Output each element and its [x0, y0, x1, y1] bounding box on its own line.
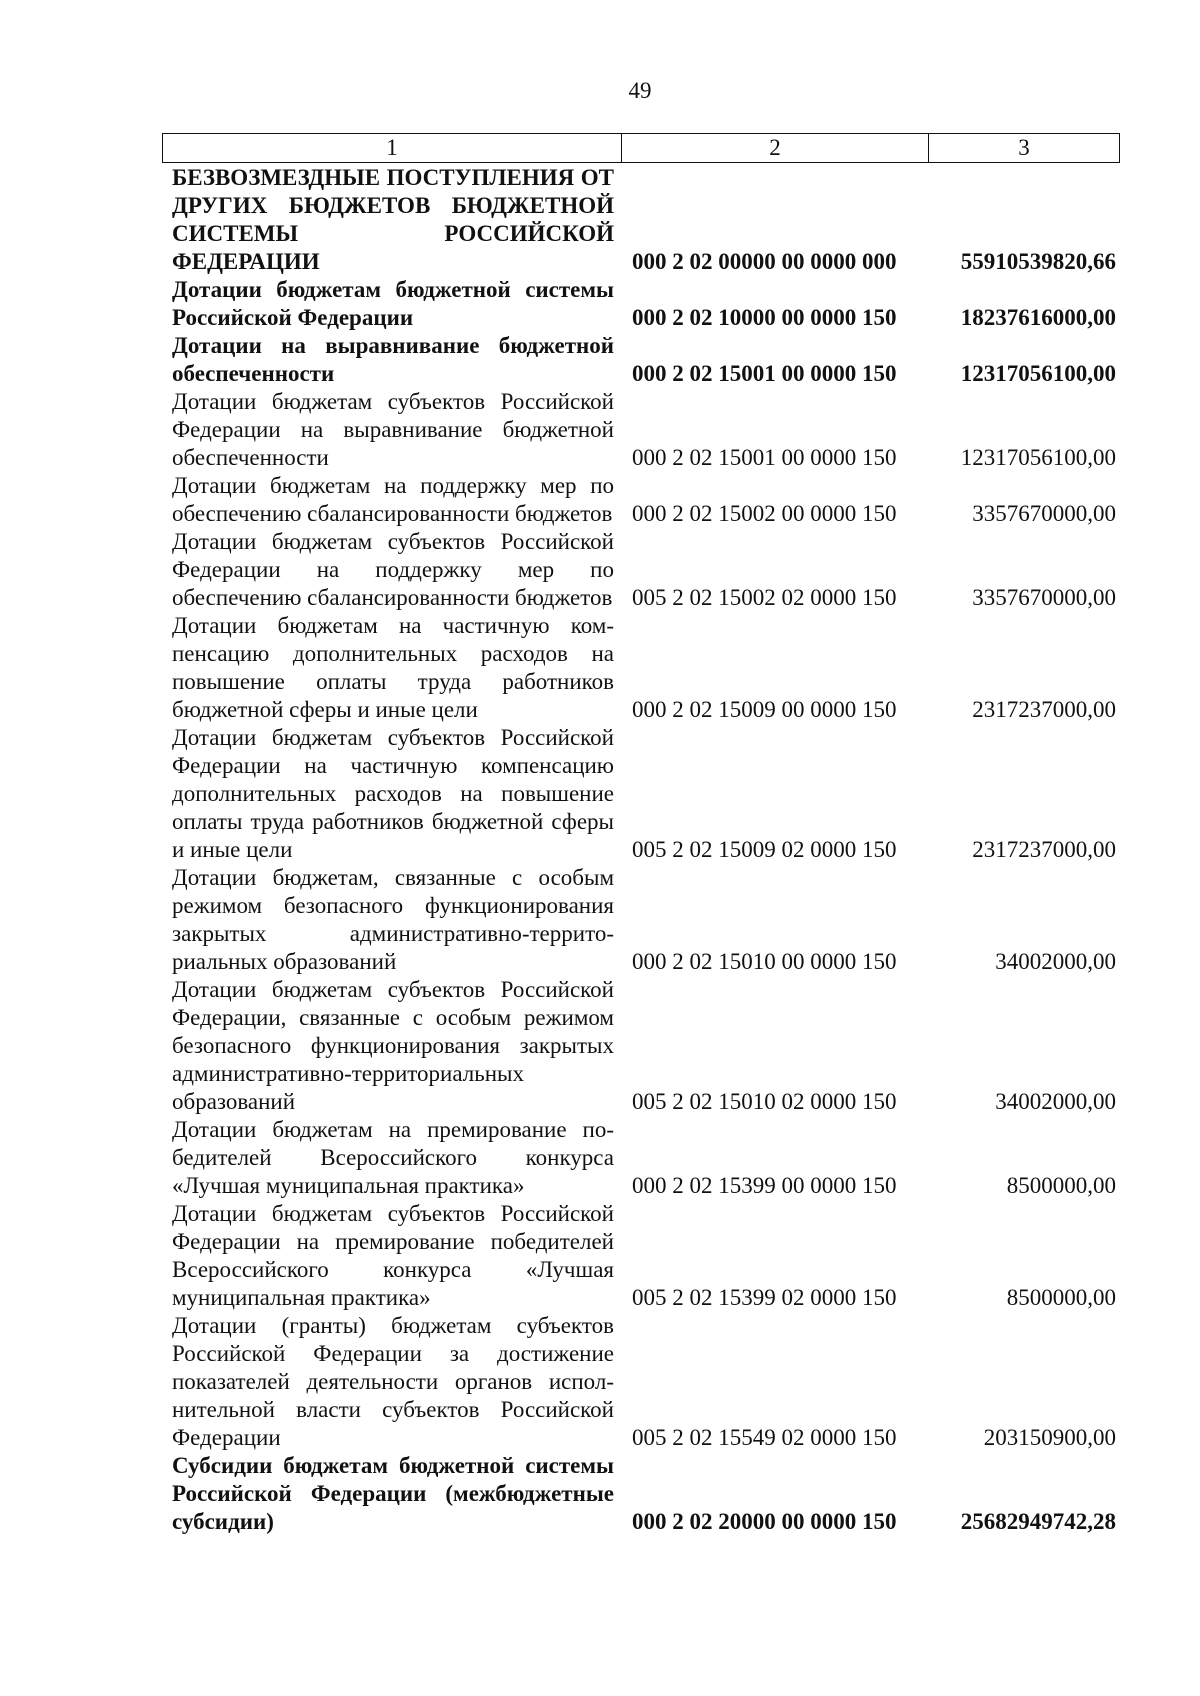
row-name: Дотации бюджетам субъектов Российской Федерации на премирование победителей Всероссийского конкурса «Лучшая муниципальная практика»: [172, 1201, 614, 1310]
row-amount: 8500000,00: [1006, 1285, 1116, 1310]
table-row: [172, 388, 1120, 472]
row-code: 000 2 02 15001 00 0000 150: [632, 445, 897, 470]
row-code: 000 2 02 15009 00 0000 150: [632, 697, 897, 722]
table-row: [172, 612, 1120, 724]
row-name: Дотации бюджетам, связанные с особым режимом безопасного функционирования закрытых административно-территориальных образований: [172, 865, 614, 974]
row-code: 000 2 02 15010 00 0000 150: [632, 949, 897, 974]
row-amount: 8500000,00: [1006, 1173, 1116, 1198]
table-row: [172, 1116, 1120, 1200]
row-amount: 3357670000,00: [972, 585, 1116, 610]
row-code: 000 2 02 15001 00 0000 150: [632, 361, 897, 386]
table-row: [172, 1312, 1120, 1452]
row-code: 005 2 02 15549 02 0000 150: [632, 1425, 897, 1450]
row-code: 000 2 02 20000 00 0000 150: [632, 1509, 897, 1534]
row-code: 005 2 02 15002 02 0000 150: [632, 585, 897, 610]
table-row: [172, 472, 1120, 528]
row-name: Дотации бюджетам на премирование победителей Всероссийского конкурса «Лучшая муниципальная практика»: [172, 1117, 614, 1198]
row-code: 000 2 02 10000 00 0000 150: [632, 305, 897, 330]
row-amount: 203150900,00: [983, 1425, 1116, 1450]
table-body: [172, 164, 1120, 1536]
table-row: [172, 164, 1120, 276]
table-row: [172, 1200, 1120, 1312]
table-row: [172, 1452, 1120, 1536]
row-name: Дотации бюджетам субъектов Российской Федерации на поддержку мер по обеспечению сбалансированности бюджетов: [172, 529, 614, 610]
row-code: 000 2 02 00000 00 0000 000: [632, 249, 897, 274]
row-name: Дотации (гранты) бюджетам субъектов Российской Федерации за достижение показателей деятельности органов исполнительной власти субъектов Российской Федерации: [172, 1313, 614, 1450]
table-row: [172, 724, 1120, 864]
row-amount: 25682949742,28: [960, 1509, 1116, 1534]
row-code: 005 2 02 15009 02 0000 150: [632, 837, 897, 862]
table-row: [172, 528, 1120, 612]
row-name: Субсидии бюджетам бюджетной системы Российской Федерации (межбюджетные субсидии): [172, 1453, 614, 1534]
row-name: БЕЗВОЗМЕЗДНЫЕ ПОСТУПЛЕНИЯ ОТ ДРУГИХ БЮДЖЕТОВ БЮДЖЕТНОЙ СИСТЕМЫ РОССИЙСКОЙ ФЕДЕРАЦИИ: [172, 165, 614, 274]
row-name: Дотации бюджетам на поддержку мер по обеспечению сбалансированности бюджетов: [172, 473, 614, 526]
row-amount: 2317237000,00: [972, 837, 1116, 862]
row-code: 005 2 02 15010 02 0000 150: [632, 1089, 897, 1114]
header-col-1: 1: [163, 134, 622, 162]
row-code: 000 2 02 15399 00 0000 150: [632, 1173, 897, 1198]
table-row: [172, 976, 1120, 1116]
row-code: 005 2 02 15399 02 0000 150: [632, 1285, 897, 1310]
row-amount: 55910539820,66: [960, 249, 1116, 274]
row-amount: 18237616000,00: [960, 305, 1116, 330]
header-col-3: 3: [1018, 135, 1030, 160]
table-row: [172, 276, 1120, 332]
row-name: Дотации бюджетам бюджетной системы Российской Федерации: [172, 277, 614, 330]
row-name: Дотации бюджетам субъектов Российской Федерации, связанные с особым режимом безопасного функционирования закрытых административно-территориальных образований: [172, 977, 614, 1114]
row-amount: 3357670000,00: [972, 501, 1116, 526]
row-amount: 2317237000,00: [972, 697, 1116, 722]
table-row: [172, 332, 1120, 388]
table-header: [162, 133, 1120, 163]
header-col-2: 2: [622, 134, 929, 162]
row-amount: 34002000,00: [995, 949, 1116, 974]
row-name: Дотации на выравнивание бюджетной обеспеченности: [172, 333, 614, 386]
row-name: Дотации бюджетам субъектов Российской Федерации на частичную компенсацию дополнительных расходов на повышение оплаты труда работников бюджетной сферы и иные цели: [172, 725, 614, 862]
row-amount: 34002000,00: [995, 1089, 1116, 1114]
row-name: Дотации бюджетам субъектов Российской Федерации на выравнивание бюджетной обеспеченности: [172, 389, 614, 470]
page-number: 49: [628, 78, 652, 103]
row-name: Дотации бюджетам на частичную компенсацию дополнительных расходов на повышение оплаты труда работников бюджетной сферы и иные цели: [172, 613, 614, 722]
row-amount: 12317056100,00: [960, 361, 1116, 386]
row-code: 000 2 02 15002 00 0000 150: [632, 501, 897, 526]
row-amount: 12317056100,00: [960, 445, 1116, 470]
table-row: [172, 864, 1120, 976]
